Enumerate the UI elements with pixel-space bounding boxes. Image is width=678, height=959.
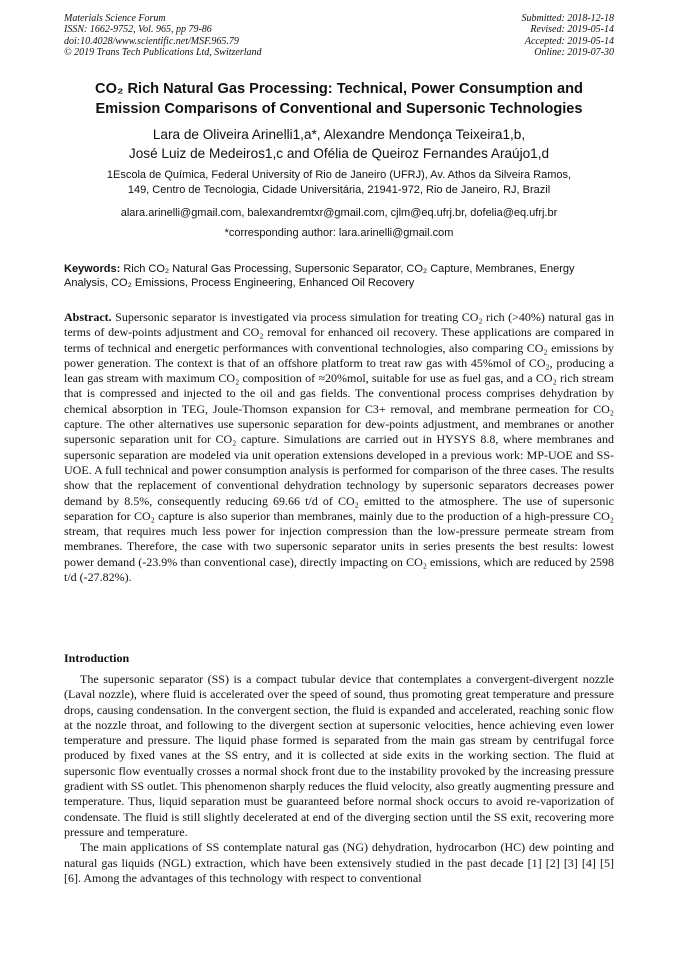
author-emails: alara.arinelli@gmail.com, balexandremtxr@gmail.com, cjlm@eq.ufrj.br, dofelia@eq.ufrj.br <box>120 207 558 219</box>
dates-info <box>522 13 615 59</box>
abstract-label: Abstract. <box>64 310 112 324</box>
copyright-line: © 2019 Trans Tech Publications Ltd, Switzerland <box>64 47 262 59</box>
journal-name: Materials Science Forum <box>64 13 166 24</box>
corresponding-author: *corresponding author: lara.arinelli@gmail.com <box>224 227 454 239</box>
paper-title <box>40 80 638 119</box>
affiliation <box>40 168 638 197</box>
submitted-date: Submitted: 2018-12-18 <box>521 13 614 24</box>
keywords-block <box>64 263 614 291</box>
author-list <box>40 125 638 163</box>
title-line-1: CO₂ Rich Natural Gas Processing: Technical, Power Consumption and <box>95 81 583 97</box>
issn-line: ISSN: 1662-9752, Vol. 965, pp 79-86 <box>64 24 212 36</box>
title-line-2: Emission Comparisons of Conventional and Supersonic Technologies <box>95 100 583 117</box>
keywords-text: Rich CO₂ Natural Gas Processing, Supersonic Separator, CO₂ Capture, Membranes, Energy Analysis, CO₂ Emissions, Process Engineering, Enhanced Oil Recovery <box>64 263 575 289</box>
affiliation-line-2: 149, Centro de Tecnologia, Cidade Universitária, 21941-972, Rio de Janeiro, RJ, Brazil <box>127 183 551 196</box>
authors-line-1: Lara de Oliveira Arinelli1,a*, Alexandre Mendonça Teixeira1,b, <box>152 127 526 142</box>
introduction-heading: Introduction <box>64 651 130 665</box>
introduction-paragraph-1: The supersonic separator (SS) is a compact tubular device that contemplates a convergent-divergent nozzle (Laval nozzle), where fluid is accelerated over the speed of sound, thus promoting great temperature and pressure drops, causing condensation. In the convergent section, the fluid is expanded and accelerated, reaching sonic flow at the nozzle throat, and following to the divergent section at supersonic velocities, hence achieving even lower temperature and pressure. The liquid phase formed is separated from the main gas stream by centrifugal force produced by fixed vanes at the SS entry, and it is collected at side exits in the working section. The fluid at supersonic flow eventually crosses a normal shock front due to the instability provoked by the increasing pressure gradient with SS outlet. This phenomenon sharply reduces the fluid velocity, also greatly augmenting pressure and temperature. Thus, liquid separation must be guaranteed before normal shock occurs to avoid re-vaporization of condensate. The fluid is still slightly decelerated at end of the diverging section until the SS exit, recovering more pressure and temperature. <box>64 672 614 839</box>
abstract-text: Supersonic separator is investigated via process simulation for treating CO₂ rich (>40%) natural gas in terms of dew-points adjustment and CO₂ removal for enhanced oil recovery. These applications are compared in terms of technical and energetic performances with conventional technologies, also comparing CO₂ emissions by power generation. The context is that of an offshore platform to treat raw gas with 45%mol of CO₂, producing a lean gas stream with maximum CO₂ composition of ≈20%mol, suitable for use as fuel gas, and a CO₂ rich stream that is compressed and injected to the oil and gas fields. The conventional process comprises dehydration by chemical absorption in TEG, Joule-Thomson expansion for C3+ removal, and membrane permeation for CO₂ capture. The other alternatives use supersonic separation for dew-points adjustment, and membranes or another supersonic separation unit for CO₂ capture. Simulations are carried out in HYSYS 8.8, where membranes and supersonic separation are modeled via unit operation extensions developed in a previous work: MP-UOE and SS-UOE. A full technical and power consumption analysis is performed for comparison of the three cases. The results show that the replacement of conventional dehydration technology by supersonic separators decreases power demand by 8.5%, consequently reducing 69.66 t/d of CO₂ emitted to the atmosphere. The use of supersonic separation for CO₂ capture is also superior than membranes, mainly due to the production of a high-pressure CO₂ stream, that requires much less power for injection compression than the low-pressure permeate stream from membranes. Therefore, the case with two supersonic separator units in series presents the best results: lowest power demand (-23.9% than conventional case), directly impacting on CO₂ emissions, which are reduced by 2598 t/d (-27.82%). <box>64 310 614 585</box>
abstract-block <box>64 310 614 585</box>
doi-line: doi:10.4028/www.scientific.net/MSF.965.79 <box>64 35 239 47</box>
introduction-paragraph-2: The main applications of SS contemplate natural gas (NG) dehydration, hydrocarbon (HC) dew pointing and natural gas liquids (NGL) extraction, which have been extensively studied in the past decade [1] [2] [3] [4] [5] [6]. Among the advantages of this technology with respect to conventional <box>64 840 614 885</box>
introduction-body <box>64 672 614 886</box>
online-date: Online: 2019-07-30 <box>534 47 614 59</box>
revised-date: Revised: 2019-05-14 <box>530 24 614 36</box>
affiliation-line-1: 1Escola de Química, Federal University of Rio de Janeiro (UFRJ), Av. Athos da Silveira Ramos, <box>106 169 572 181</box>
authors-line-2: José Luiz de Medeiros1,c and Ofélia de Queiroz Fernandes Araújo1,d <box>128 146 550 161</box>
accepted-date: Accepted: 2019-05-14 <box>524 35 614 47</box>
keywords-label: Keywords: <box>64 263 121 275</box>
journal-info <box>64 13 262 59</box>
